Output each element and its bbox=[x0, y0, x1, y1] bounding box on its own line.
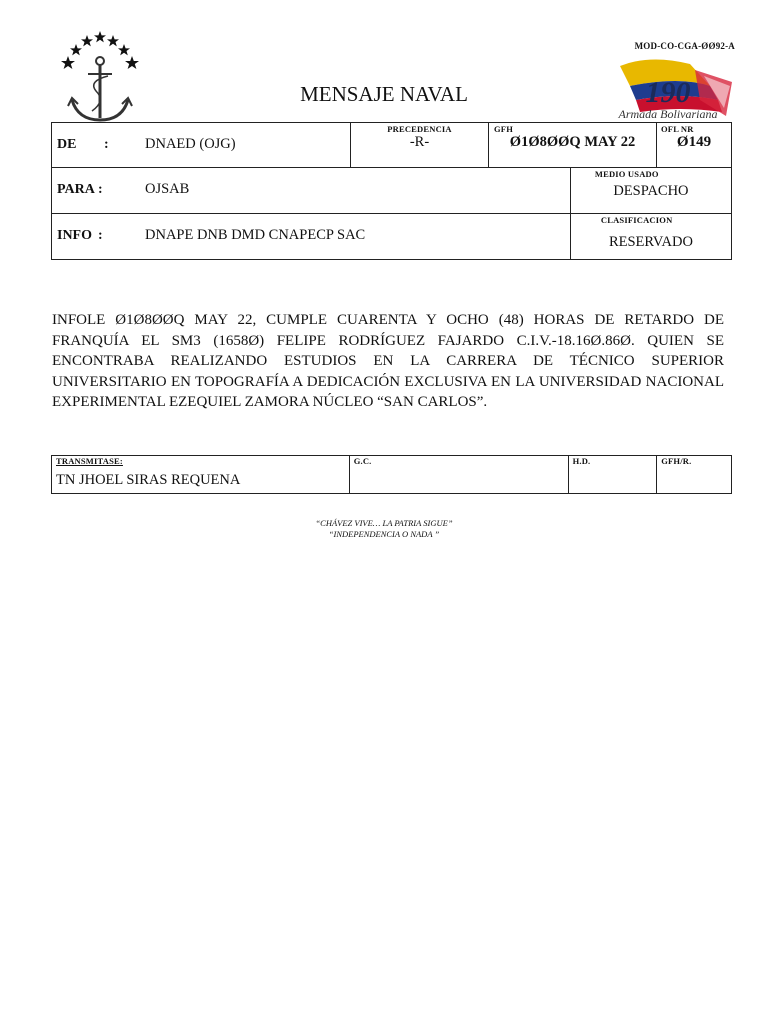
medio-usado-cell bbox=[570, 168, 731, 214]
ofl-nr-label: OFL NR bbox=[661, 124, 694, 134]
stars-icon bbox=[61, 31, 139, 69]
de-cell bbox=[52, 123, 351, 168]
clasificacion-value: RESERVADO bbox=[608, 234, 693, 250]
logo-caption: Armada Bolivariana bbox=[618, 107, 718, 121]
form-code: MOD-CO-CGA-ØØ92-A bbox=[634, 41, 735, 51]
de-colon: : bbox=[104, 137, 109, 152]
footer-line-1: “CHÁVEZ VIVE… LA PATRIA SIGUE” bbox=[315, 518, 453, 528]
para-colon: : bbox=[98, 182, 103, 197]
clasificacion-cell bbox=[570, 214, 731, 260]
medio-usado-label: MEDIO USADO bbox=[594, 169, 659, 179]
hd-label: H.D. bbox=[572, 456, 591, 466]
precedencia-label: PRECEDENCIA bbox=[387, 124, 452, 134]
para-label: PARA bbox=[57, 182, 95, 197]
clasificacion-label: CLASIFICACION bbox=[600, 215, 673, 225]
precedencia-value: -R- bbox=[409, 134, 430, 150]
transmission-table bbox=[51, 455, 732, 494]
info-cell bbox=[52, 214, 571, 260]
message-header-table bbox=[51, 122, 732, 260]
gfhr-cell bbox=[657, 456, 732, 494]
gfh-label: GFH bbox=[494, 124, 514, 134]
de-label: DE bbox=[57, 137, 77, 152]
transmitase-cell bbox=[52, 456, 350, 494]
gc-label: G.C. bbox=[353, 456, 372, 466]
navy-anchor-logo bbox=[58, 26, 142, 126]
hd-cell bbox=[568, 456, 657, 494]
transmitase-label: TRANSMITASE: bbox=[56, 456, 123, 466]
medio-usado-value: DESPACHO bbox=[613, 183, 689, 199]
footer-slogans bbox=[0, 518, 768, 540]
ofl-nr-value: Ø149 bbox=[676, 134, 712, 150]
para-cell bbox=[52, 168, 571, 214]
info-colon: : bbox=[98, 228, 103, 243]
page-title: MENSAJE NAVAL bbox=[300, 82, 468, 106]
message-body: INFOLE Ø1Ø8ØØQ MAY 22, CUMPLE CUARENTA Y OCHO (48) HORAS DE RETARDO DE FRANQUÍA EL SM3 (1658Ø) FELIPE RODRÍGUEZ FAJARDO C.I.V.-18.16Ø.86Ø. QUIEN SE ENCONTRABA REALIZANDO ESTUDIOS EN LA CARRERA DE TÉCNICO SUPERIOR UNIVERSITARIO EN TOPOGRAFÍA A DEDICACIÓN EXCLUSIVA EN LA UNIVERSIDAD NACIONAL EXPERIMENTAL EZEQUIEL ZAMORA NÚCLEO “SAN CARLOS”. bbox=[52, 312, 724, 410]
info-label: INFO bbox=[57, 228, 92, 243]
para-value: OJSAB bbox=[145, 181, 190, 197]
transmitase-value: TN JHOEL SIRAS REQUENA bbox=[56, 472, 241, 488]
gfh-value: Ø1Ø8ØØQ MAY 22 bbox=[509, 134, 636, 150]
info-value: DNAPE DNB DMD CNAPECP SAC bbox=[145, 227, 366, 243]
de-value: DNAED (OJG) bbox=[145, 136, 236, 152]
footer-line-2: “INDEPENDENCIA O NADA ” bbox=[328, 529, 440, 539]
logo-number: 190 bbox=[645, 76, 691, 109]
precedencia-cell bbox=[351, 123, 489, 168]
ofl-nr-cell bbox=[657, 123, 732, 168]
gfhr-label: GFH/R. bbox=[661, 456, 692, 466]
gc-cell bbox=[349, 456, 568, 494]
gfh-cell bbox=[489, 123, 657, 168]
